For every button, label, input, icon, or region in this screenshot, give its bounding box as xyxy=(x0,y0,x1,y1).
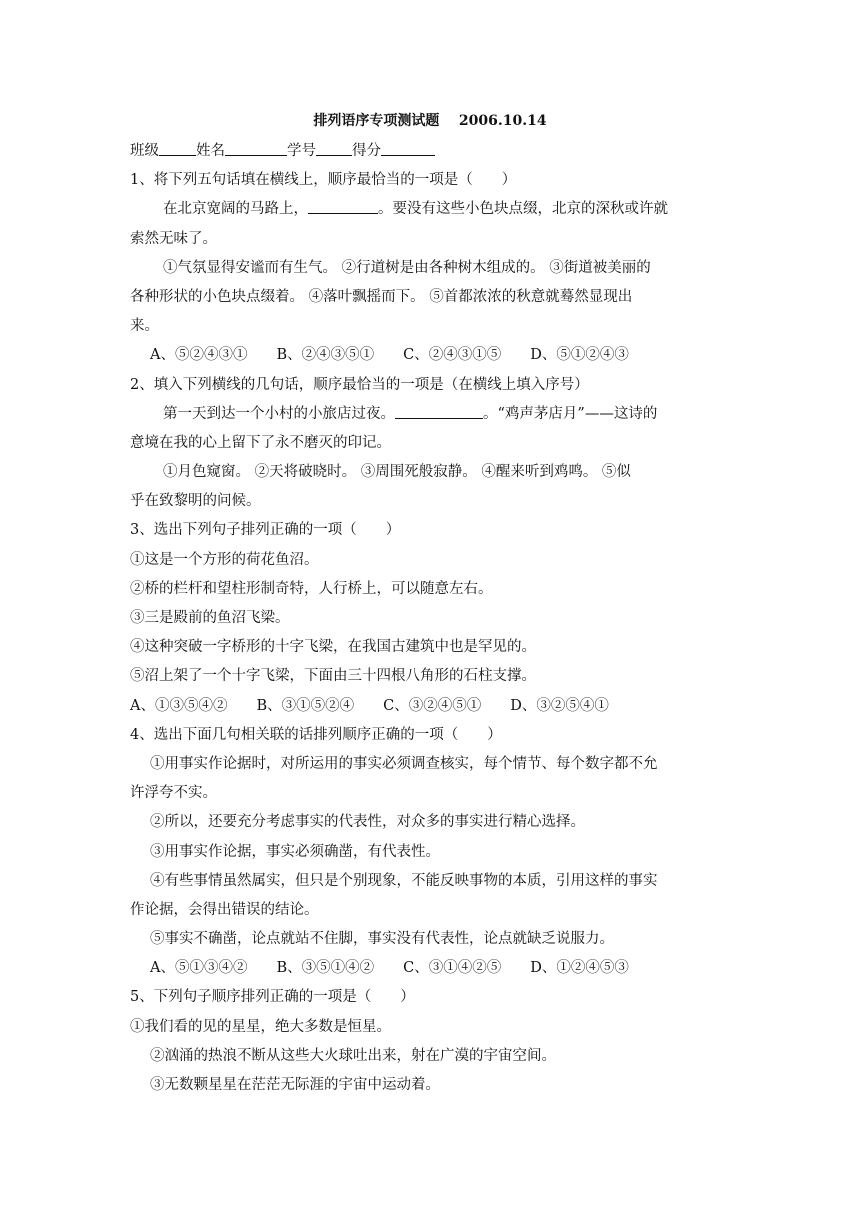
q4-sentence-cont: 许浮夸不实。 xyxy=(130,785,217,802)
q1-choices: A、⑤②④③① B、②④③⑤① C、②④③①⑤ D、⑤①②④③ xyxy=(150,347,629,364)
q5-sentence: ③无数颗星星在茫茫无际涯的宇宙中运动着。 xyxy=(150,1077,440,1093)
q5-sentence: ②汹涌的热浪不断从这些大火球吐出来，射在广漠的宇宙空间。 xyxy=(150,1047,556,1064)
q1-stem: 1、将下列五句话填在横线上，顺序最恰当的一项是（ ） xyxy=(130,172,517,189)
name-label: 姓名 xyxy=(196,143,225,159)
q3-stem: 3、选出下列句子排列正确的一项（ ） xyxy=(130,522,401,539)
q2-stem: 2、填入下列横线的几句话，顺序最恰当的一项是（在横线上填入序号） xyxy=(130,376,589,393)
q1-passage-end: 。要没有这些小色块点缀，北京的深秋或许就 xyxy=(378,201,668,218)
q4-sentence: ①用事实作论据时，对所运用的事实必须调查核实，每个情节、每个数字都不允 xyxy=(150,755,658,772)
q1-options-line: ①气氛显得安谧而有生气。 ②行道树是由各种树木组成的。 ③街道被美丽的 xyxy=(163,259,651,276)
q2-passage-end: 。“鸡声茅店月”——这诗的 xyxy=(483,405,658,422)
q1-answer-blank xyxy=(308,197,378,214)
q4-stem: 4、选出下面几句相关联的话排列顺序正确的一项（ ） xyxy=(130,726,502,743)
q3-choices: A、①③⑤④② B、③①⑤②④ C、③②④⑤① D、③②⑤④① xyxy=(130,697,609,714)
q4-sentence-cont: 作论据，会得出错误的结论。 xyxy=(130,901,319,918)
q5-sentence: ①我们看的见的星星，绝大多数是恒星。 xyxy=(130,1018,391,1035)
q2-answer-blank xyxy=(395,402,483,419)
document-body xyxy=(130,137,732,1100)
q3-sentence: ①这是一个方形的荷花鱼沼。 xyxy=(130,551,319,568)
name-blank xyxy=(225,139,287,156)
q1-passage-start: 在北京宽阔的马路上， xyxy=(163,201,308,218)
page-title: 排列语序专项测试题 2006.10.14 xyxy=(313,113,547,129)
q5-stem: 5、下列句子顺序排列正确的一项是（ ） xyxy=(130,989,415,1006)
student-info-line xyxy=(130,137,732,166)
q1-passage-cont: 索然无味了。 xyxy=(130,230,217,247)
q3-sentence: ④这种突破一字桥形的十字飞梁，在我国古建筑中也是罕见的。 xyxy=(130,639,536,656)
id-label: 学号 xyxy=(287,143,316,159)
q1-passage-line xyxy=(130,195,732,224)
score-blank xyxy=(381,139,435,156)
q3-sentence: ②桥的栏杆和望柱形制奇特，人行桥上，可以随意左右。 xyxy=(130,580,493,597)
q4-sentence: ⑤事实不确凿，论点就站不住脚，事实没有代表性，论点就缺乏说服力。 xyxy=(150,931,614,948)
q2-passage-line xyxy=(130,400,732,429)
class-label: 班级 xyxy=(130,143,159,159)
id-blank xyxy=(316,139,352,156)
q1-options-end: 来。 xyxy=(130,318,159,335)
q4-sentence: ④有些事情虽然属实，但只是个别现象，不能反映事物的本质，引用这样的事实 xyxy=(150,872,658,889)
q2-passage-start: 第一天到达一个小村的小旅店过夜。 xyxy=(163,405,395,422)
class-blank xyxy=(159,139,196,156)
q2-passage-cont: 意境在我的心上留下了永不磨灭的印记。 xyxy=(130,434,391,451)
score-label: 得分 xyxy=(352,143,381,159)
q4-choices: A、⑤①③④② B、③⑤①④② C、③①④②⑤ D、①②④⑤③ xyxy=(150,960,629,977)
q3-sentence: ③三是殿前的鱼沼飞梁。 xyxy=(130,610,290,626)
q4-sentence: ②所以，还要充分考虑事实的代表性，对众多的事实进行精心选择。 xyxy=(150,814,585,831)
q1-options-cont: 各种形状的小色块点缀着。 ④落叶飘摇而下。 ⑤首都浓浓的秋意就蓦然显现出 xyxy=(130,288,633,305)
q4-sentence: ③用事实作论据，事实必须确凿，有代表性。 xyxy=(150,843,440,860)
q2-options-line: ①月色窥窗。 ②天将破晓时。 ③周围死般寂静。 ④醒来听到鸡鸣。 ⑤似 xyxy=(163,464,631,481)
q3-sentence: ⑤沼上架了一个十字飞梁，下面由三十四根八角形的石柱支撑。 xyxy=(130,668,536,685)
q2-options-cont: 乎在致黎明的问候。 xyxy=(130,493,261,510)
